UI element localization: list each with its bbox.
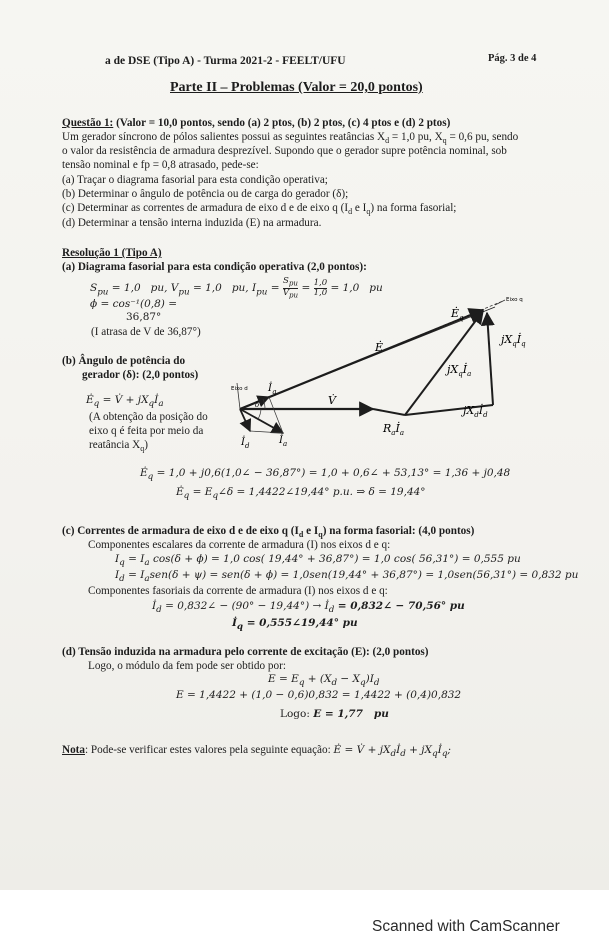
part-a-phi-value: 36,87°: [126, 311, 162, 323]
part-b-equation-3: $Ė_q$ = $E_q\angle\delta$ = 1,4422∠19,44° p.u. ⇒ δ = 19,44°: [176, 486, 426, 502]
id-label: $İ_d$: [241, 437, 250, 450]
part-a-equation: $S_{pu} = 1,0$ pu, $V_{pu} = 1,0$ pu, $I_{pu}$ = $S_{pu}$ $V_{pu}$ = $\frac{1,0}{1,0} = 1,0$ pu: [90, 276, 383, 300]
part-c-id-scalar: $I_d = I_asen(\delta + \psi) = sen(\delta + \phi) = 1,0sen(19,44^\circ + 36,87^\circ) = 1,0sen(56,31^\circ) = 0,832$ pu: [115, 569, 579, 585]
part-c-sub-2: Componentes fasoriais da corrente de armadura (I) nos eixos d e q:: [88, 585, 388, 597]
part-d-equation-1: $E = E_q + (X_d - X_q)I_d$: [268, 673, 380, 689]
part-c-id-phasor: $İ_d$ = 0,832∠ − $(90^\circ - 19,44^\circ) \to İ_d$ = 0,832∠ − 70,56° pu: [152, 600, 465, 616]
part-d-sub: Logo, o módulo da fem pode ser obtido por:: [88, 660, 286, 672]
camscanner-watermark: Scanned with CamScanner: [372, 918, 560, 935]
question-item-b: (b) Determinar o ângulo de potência ou de carga do gerador (δ);: [62, 188, 349, 200]
jxqia-label: $jX_qİ_a$: [447, 363, 472, 378]
part-b-note-3: reatância $X_q$): [89, 439, 148, 454]
projection-line: [269, 397, 283, 433]
part-title: Parte II – Problemas (Valor = 20,0 pontos): [170, 80, 423, 95]
part-a-heading: (a) Diagrama fasorial para esta condição operativa (2,0 pontos):: [62, 261, 367, 273]
part-c-heading: (c) Correntes de armadura de eixo d e de eixo q ($I_d$ e $I_q$) na forma fasorial: (4,0 pontos): [62, 525, 475, 540]
jxdid-label: $jX_dİ_d$: [463, 404, 488, 419]
part-d-equation-2: E = 1,4422 + (1,0 − 0,6)0,832 = 1,4422 + (0,4)0,832: [176, 689, 462, 701]
question-body-line-3: tensão nominal e fp = 0,8 atrasado, pede-se:: [62, 159, 259, 171]
e-label: Ė: [375, 341, 384, 354]
delta-arc: [263, 399, 265, 409]
part-a-phi: ϕ = cos⁻¹(0,8) =: [90, 298, 177, 310]
phasor-diagram: [225, 283, 545, 453]
part-b-note-1: (A obtenção da posição do: [89, 411, 208, 423]
ia-label: $İ_a$: [279, 435, 288, 448]
note: Nota: Pode-se verificar estes valores pela seguinte equação: Ė = V̇ + $jX_dİ_d$ + $jX_qİ_q$;: [62, 744, 451, 760]
e-vector: [240, 307, 495, 409]
exam-header: a de DSE (Tipo A) - Turma 2021-2 - FEELT/UFU: [105, 55, 346, 67]
eq-label: $Ė_q$: [451, 307, 464, 322]
delta-label: δ: [255, 401, 260, 409]
projection-line: [250, 431, 283, 433]
part-d-heading: (d) Tensão induzida na armadura pelo corrente de excitação (E): (2,0 pontos): [62, 646, 429, 658]
question-label: Questão 1:: [62, 117, 114, 129]
phi-arc: [258, 409, 261, 419]
part-c-iq-phasor: $İ_q$ = 0,555∠19,44° pu: [232, 617, 358, 633]
resolution-title: Resolução 1 (Tipo A): [62, 247, 162, 259]
part-b-equation: $Ė_q$ = V̇ + $jX_qİ_a$: [86, 394, 164, 410]
eixo-q-label: Eixo q: [506, 297, 523, 303]
raia-vector: [373, 409, 405, 415]
part-b-heading-1: (b) Ângulo de potência do: [62, 355, 186, 367]
question-value: (Valor = 10,0 pontos, sendo (a) 2 ptos, (b) 2 ptos, (c) 4 ptos e (d) 2 ptos): [116, 117, 451, 129]
eixo-q-pointer: [495, 300, 505, 305]
question-item-a: (a) Traçar o diagrama fasorial para esta condição operativa;: [62, 174, 328, 186]
jxqiq-vector: [487, 313, 493, 405]
question-body-line-2: o valor da resistência de armadura desprezível. Supondo que o gerador supre potência nominal, sob: [62, 145, 507, 157]
jxqiq-label: $jX_qİ_q$: [501, 333, 526, 348]
question-item-c: (c) Determinar as correntes de armadura de eixo d e de eixo q ($I_d$ e $I_q$) na forma fasorial;: [62, 202, 457, 217]
v-label: V̇: [328, 394, 336, 407]
question-title: [62, 116, 450, 130]
raia-label: $R_aİ_a$: [383, 422, 405, 437]
ia-vector: [240, 409, 283, 433]
question-body-line-1: Um gerador síncrono de pólos salientes possui as seguintes reatâncias $X_d = 1,0$ pu, $X_q = 0,6$ pu, sendo: [62, 131, 519, 146]
part-b-note-2: eixo q é feita por meio da: [89, 425, 204, 437]
iq-label: $İ_q$: [268, 383, 277, 396]
page-number: Pág. 3 de 4: [488, 53, 537, 64]
part-c-sub-1: Componentes escalares da corrente de armadura (I) nos eixos d e q:: [88, 539, 391, 551]
eixo-d-label: Eixo d: [231, 386, 248, 392]
part-b-equation-2: $Ė_q = 1,0$ + j0,6(1,0∠ − 36,87°) = 1,0 + 0,6∠ + 53,13° = 1,36 + j0,48: [140, 467, 511, 483]
question-item-d: (d) Determinar a tensão interna induzida (E) na armadura.: [62, 217, 322, 229]
part-a-note: (I atrasa de V de 36,87°): [91, 326, 201, 338]
part-d-result: Logo: E = 1,77 pu: [280, 708, 389, 720]
part-c-iq-scalar: $I_q = I_a$ cos(δ + ϕ) = 1,0 cos( 19,44° + 36,87°) = 1,0 cos( 56,31°) = 0,555 pu: [115, 553, 521, 569]
part-b-heading-2: gerador (δ): (2,0 pontos): [82, 369, 199, 381]
